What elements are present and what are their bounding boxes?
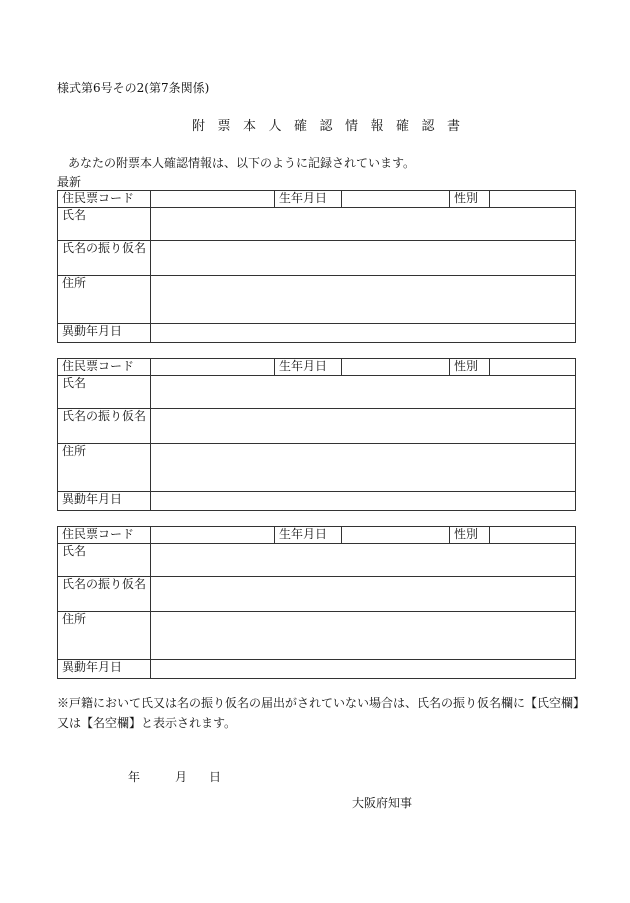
- name-label: 氏名: [58, 544, 151, 577]
- resident-code-label: 住民票コード: [58, 527, 151, 544]
- date-month-label: 月: [175, 770, 188, 784]
- document-title: 附票本人確認情報確認書: [192, 119, 473, 134]
- name-kana-label: 氏名の振り仮名: [58, 241, 151, 276]
- name-kana-label: 氏名の振り仮名: [58, 409, 151, 444]
- record-table: [57, 526, 576, 679]
- latest-label: 最新: [57, 175, 82, 189]
- sex-label: 性別: [450, 359, 490, 376]
- name-value: [151, 544, 576, 577]
- birth-date-value: [342, 359, 450, 376]
- resident-code-value: [151, 527, 275, 544]
- change-date-value: [151, 324, 576, 343]
- name-kana-value: [151, 241, 576, 276]
- name-label: 氏名: [58, 376, 151, 409]
- name-kana-value: [151, 577, 576, 612]
- change-date-label: 異動年月日: [58, 324, 151, 343]
- resident-code-value: [151, 191, 275, 208]
- sex-value: [490, 527, 576, 544]
- sex-value: [490, 359, 576, 376]
- resident-code-label: 住民票コード: [58, 359, 151, 376]
- name-label: 氏名: [58, 208, 151, 241]
- date-year-label: 年: [128, 770, 141, 784]
- record-table: [57, 358, 576, 511]
- birth-date-value: [342, 191, 450, 208]
- name-kana-value: [151, 409, 576, 444]
- change-date-value: [151, 660, 576, 679]
- name-value: [151, 376, 576, 409]
- sex-label: 性別: [450, 191, 490, 208]
- sex-value: [490, 191, 576, 208]
- note-line: ※戸籍において氏又は名の振り仮名の届出がされていない場合は、氏名の振り仮名欄に【氏空欄】: [57, 696, 586, 710]
- name-kana-label: 氏名の振り仮名: [58, 577, 151, 612]
- birth-date-label: 生年月日: [275, 527, 342, 544]
- issuer-name: 大阪府知事: [352, 796, 413, 810]
- resident-code-value: [151, 359, 275, 376]
- resident-code-label: 住民票コード: [58, 191, 151, 208]
- form-number: 様式第6号その2(第7条関係): [57, 81, 210, 95]
- address-label: 住所: [58, 612, 151, 660]
- address-label: 住所: [58, 276, 151, 324]
- note-line: 又は【名空欄】と表示されます。: [57, 716, 237, 730]
- birth-date-label: 生年月日: [275, 191, 342, 208]
- address-value: [151, 612, 576, 660]
- change-date-value: [151, 492, 576, 511]
- address-label: 住所: [58, 444, 151, 492]
- record-table: [57, 190, 576, 343]
- address-value: [151, 444, 576, 492]
- date-day-label: 日: [209, 770, 222, 784]
- intro-text: あなたの附票本人確認情報は、以下のように記録されています。: [68, 156, 416, 170]
- name-value: [151, 208, 576, 241]
- sex-label: 性別: [450, 527, 490, 544]
- change-date-label: 異動年月日: [58, 492, 151, 511]
- birth-date-value: [342, 527, 450, 544]
- change-date-label: 異動年月日: [58, 660, 151, 679]
- birth-date-label: 生年月日: [275, 359, 342, 376]
- address-value: [151, 276, 576, 324]
